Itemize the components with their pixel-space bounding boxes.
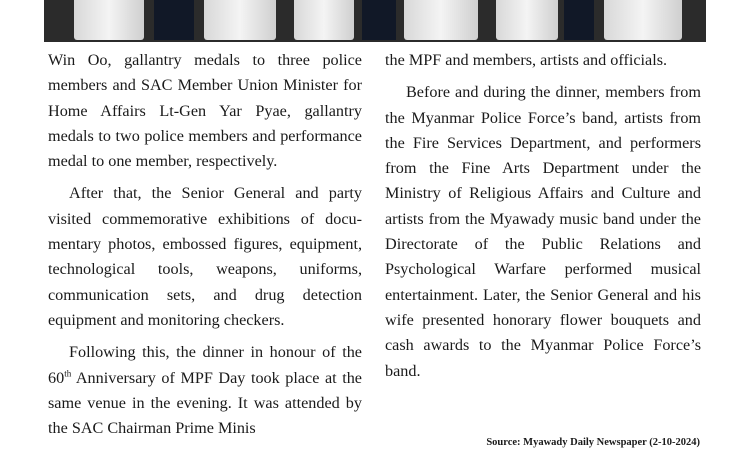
photo-person [564,0,594,40]
source-credit: Source: Myawady Daily Newspaper (2-10-2024) [486,437,700,448]
photo-chair [294,0,354,40]
photo-chair [204,0,276,40]
paragraph: Win Oo, gallantry medals to three police members and SAC Member Union Minister for Home Affairs Lt-Gen Yar Pyae, gallantry medals to two police members and performance medal to one member, respectively. [48,51,362,171]
photo-chair [404,0,478,40]
text-run: Following this, the dinner in honour of the 60 [48,343,362,387]
text-run: Anniversary of MPF Day took place at the same venue in the evening. It was attended by the SAC Chairman Prime Minis [48,368,362,438]
left-column [48,48,362,448]
paragraph: After that, the Senior General and party visited commemorative exhibitions of documentary photos, embossed figures, equipment, technological tools, weapons, uniforms, communication sets, and drug detection equipment and monitoring checkers. [48,184,362,329]
photo-person [362,0,396,40]
superscript: th [64,368,72,379]
photo-chair [74,0,144,40]
photo-person [154,0,194,40]
paragraph: Before and during the dinner, members from the Myanmar Police Force’s band, artists from the Fire Services Department, and performers from the Fine Arts Department under the Ministry of Religious Affairs and Culture and artists from the Myawady music band under the Directorate of the Public Relations and Psychological Warfare performed musical entertainment. Later, the Senior General and his wife presented honorary flower bouquets and cash awards to the Myanmar Police Force’s band. [385,83,701,380]
right-column [385,48,701,391]
photo-chair [604,0,682,40]
event-photo [44,0,706,42]
photo-chair [496,0,558,40]
paragraph: the MPF and members, artists and officials. [385,51,668,69]
paragraph [48,340,362,441]
